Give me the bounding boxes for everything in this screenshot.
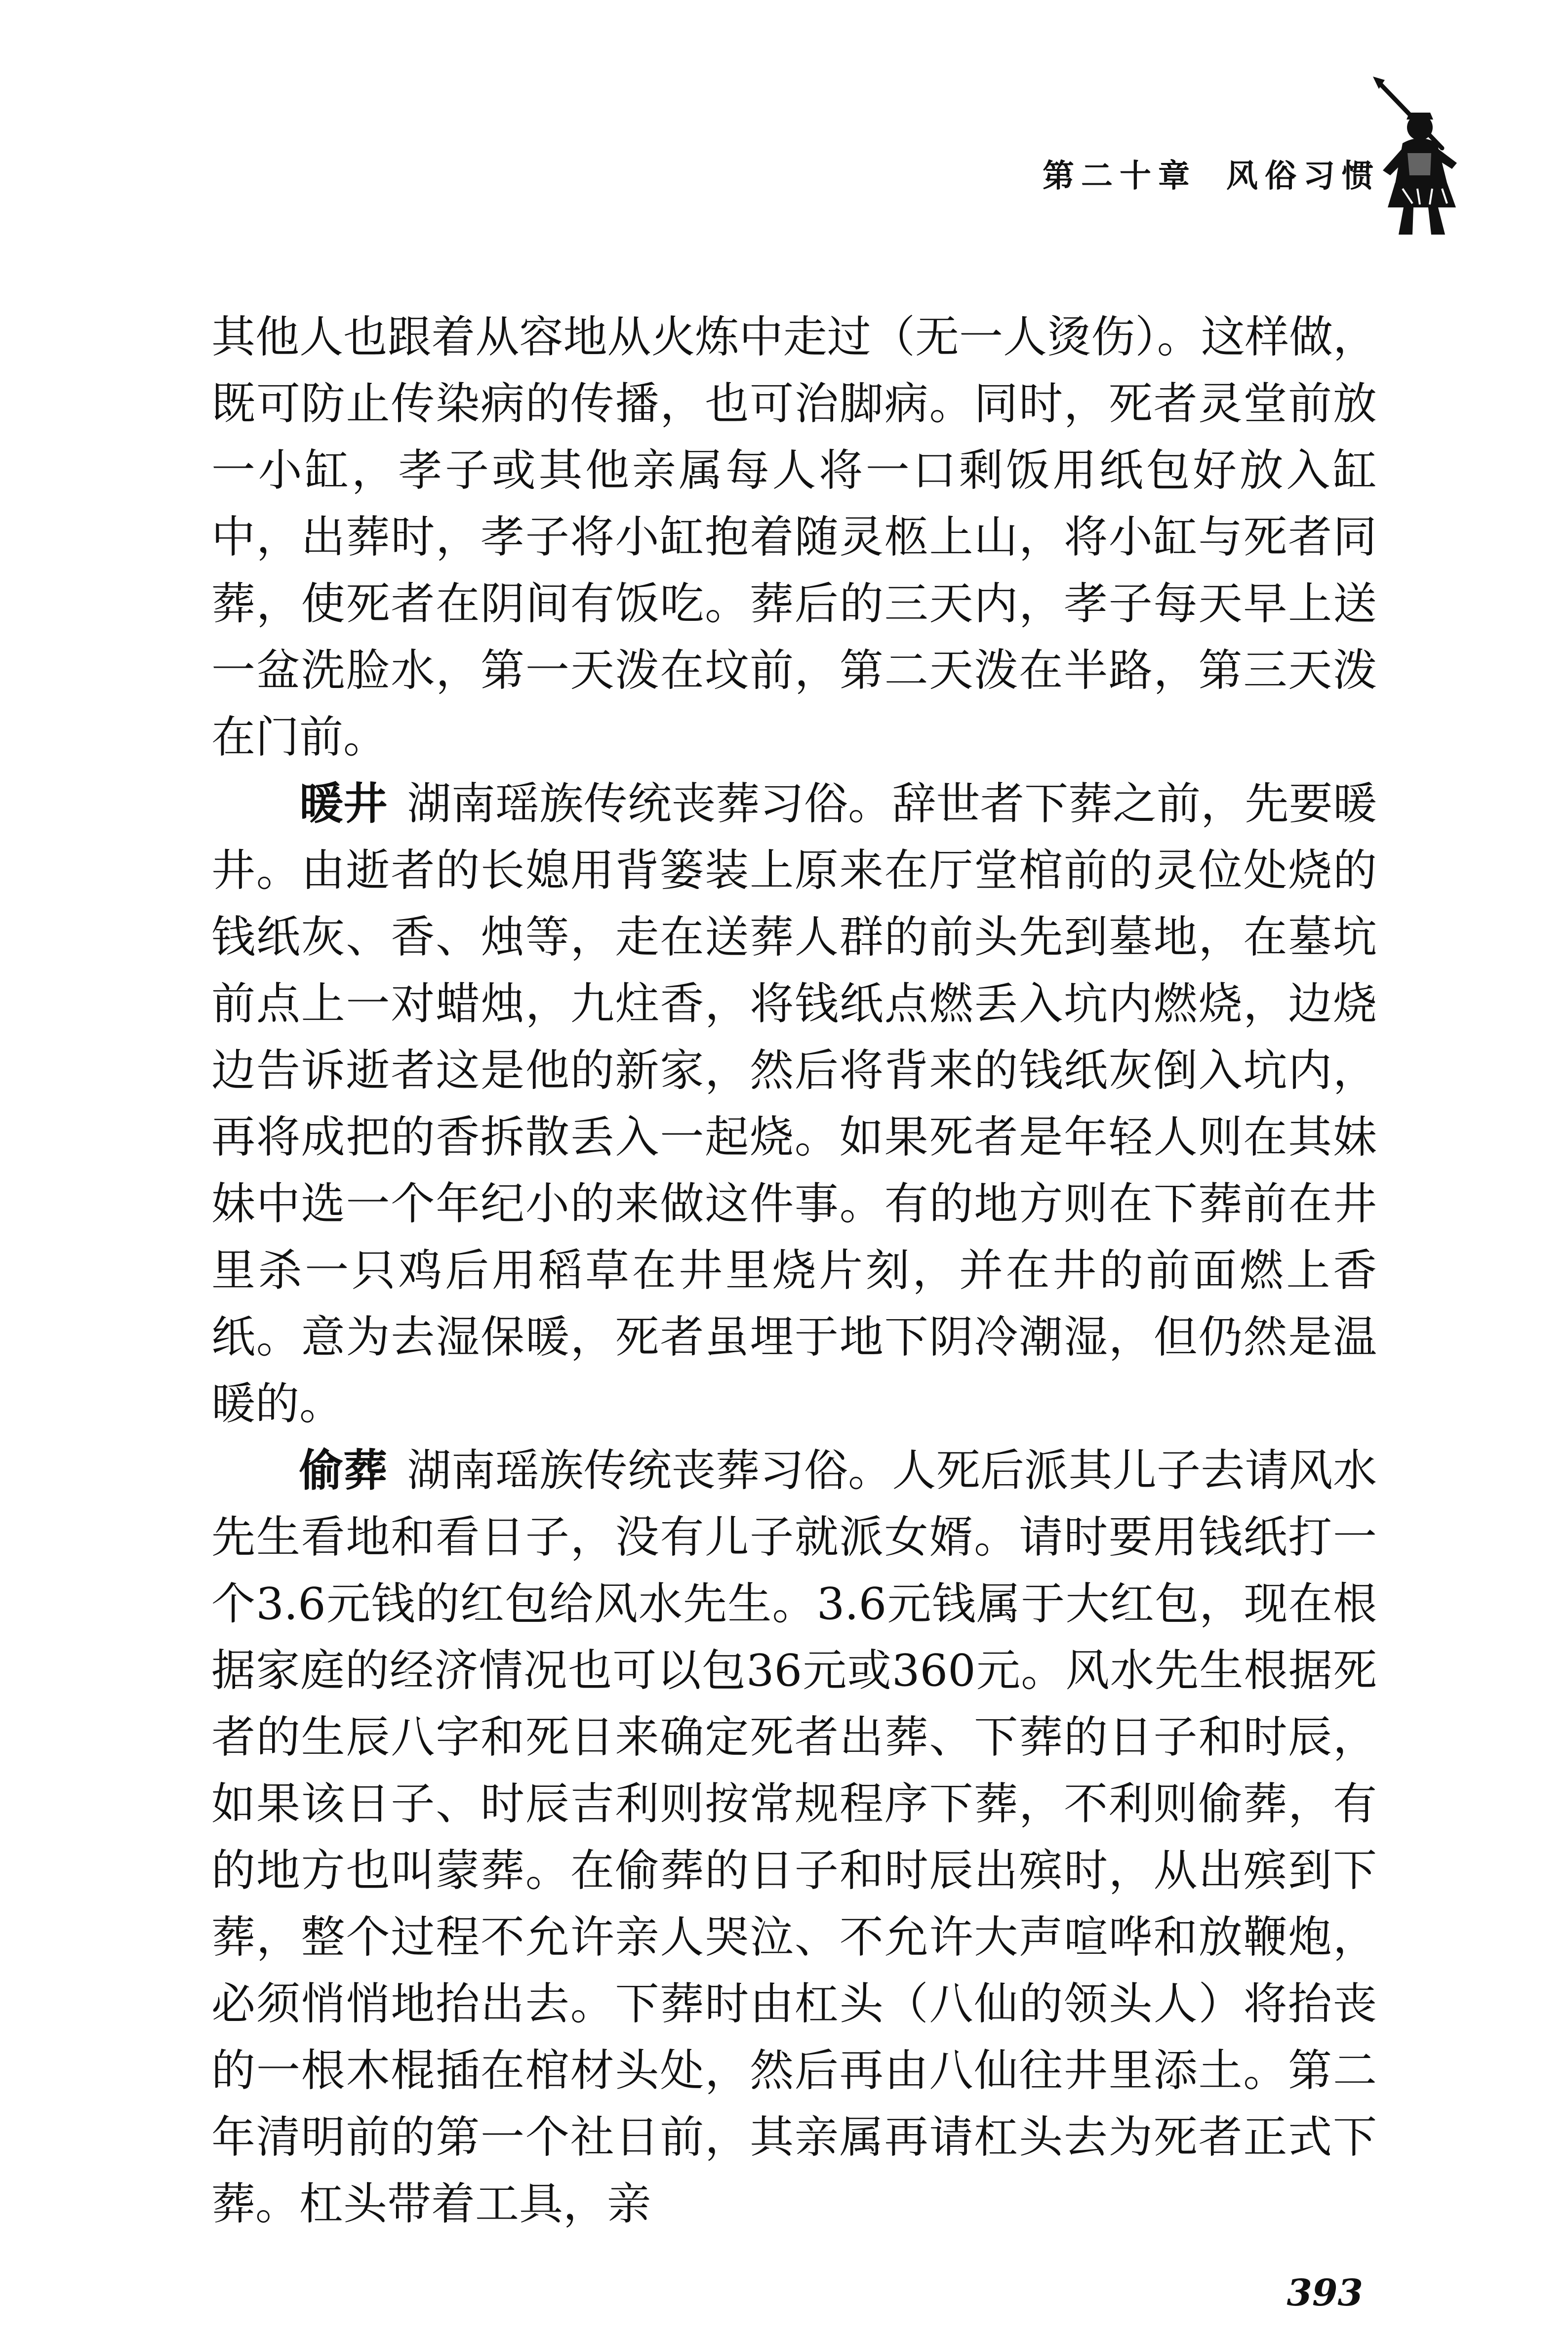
paragraph-touzang (211, 1437, 1377, 2237)
paragraph-text: 其他人也跟着从容地从火炼中走过（无一人烫伤）。这样做，既可防止传染病的传播，也可治脚病。同时，死者灵堂前放一小缸，孝子或其他亲属每人将一口剩饭用纸包好放入缸中，出葬时，孝子将小缸抱着随灵柩上山，将小缸与死者同葬，使死者在阴间有饭吃。葬后的三天内，孝子每天早上送一盆洗脸水，第一天泼在坟前，第二天泼在半路，第三天泼在门前。 (211, 311, 1377, 763)
paragraph-text: 湖南瑶族传统丧葬习俗。辞世者下葬之前，先要暖井。由逝者的长媳用背篓装上原来在厅堂棺前的灵位处烧的钱纸灰、香、烛等，走在送葬人群的前头先到墓地，在墓坑前点上一对蜡烛，九炷香，将钱纸点燃丢入坑内燃烧，边烧边告诉逝者这是他的新家，然后将背来的钱纸灰倒入坑内，再将成把的香拆散丢入一起烧。如果死者是年轻人则在其妹妹中选一个年纪小的来做这件事。有的地方则在下葬前在井里杀一只鸡后用稻草在井里烧片刻，并在井的前面燃上香纸。意为去湿保暖，死者虽埋于地下阴冷潮湿，但仍然是温暖的。 (211, 778, 1377, 1429)
warrior-figure-icon (1368, 74, 1467, 242)
body-text (211, 304, 1377, 2237)
paragraph-nuanjing (211, 770, 1377, 1437)
page-number: 393 (1287, 2272, 1363, 2314)
chapter-label: 第二十章 (1043, 158, 1197, 195)
section-label: 风俗习惯 (1226, 158, 1380, 195)
paragraph-text: 湖南瑶族传统丧葬习俗。人死后派其儿子去请风水先生看地和看日子，没有儿子就派女婿。请时要用钱纸打一个3.6元钱的红包给风水先生。3.6元钱属于大红包，现在根据家庭的经济情况也可以包36元或360元。风水先生根据死者的生辰八字和死日来确定死者出葬、下葬的日子和时辰，如果该日子、时辰吉利则按常规程序下葬，不利则偷葬，有的地方也叫蒙葬。在偷葬的日子和时辰出殡时，从出殡到下葬，整个过程不允许亲人哭泣、不允许大声喧哗和放鞭炮，必须悄悄地抬出去。下葬时由杠头（八仙的领头人）将抬丧的一根木棍插在棺材头处，然后再由八仙往井里添土。第二年清明前的第一个社日前，其亲属再请杠头去为死者正式下葬。杠头带着工具，亲 (211, 1445, 1377, 2229)
entry-term: 暖井 (299, 778, 388, 829)
header-title (1043, 151, 1380, 196)
entry-term: 偷葬 (299, 1445, 388, 1496)
paragraph-continued (211, 304, 1377, 770)
running-header (741, 133, 1380, 207)
